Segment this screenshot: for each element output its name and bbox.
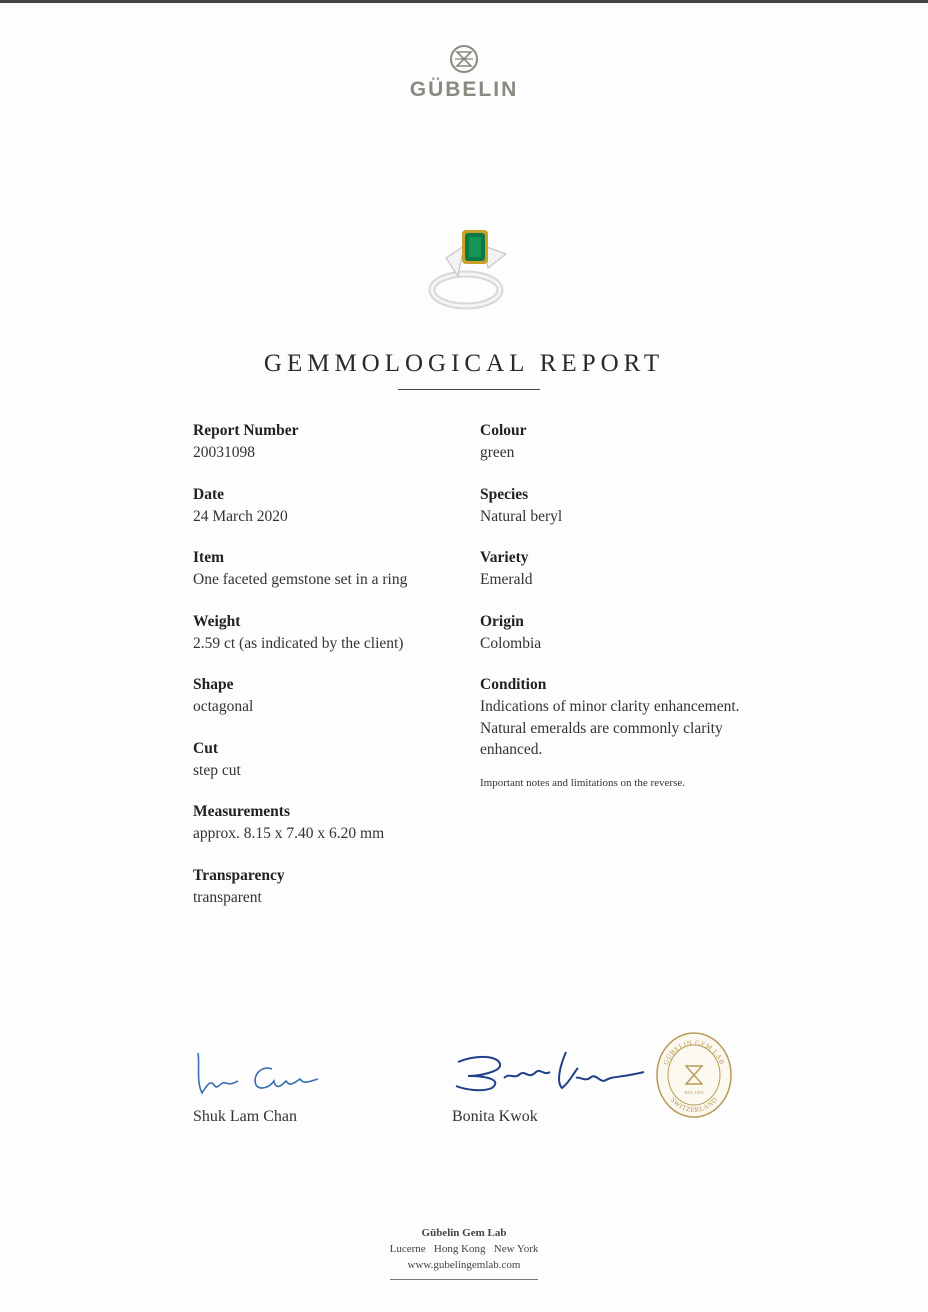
brand-logo xyxy=(0,44,928,102)
field-value: transparent xyxy=(193,888,262,906)
field-value: 24 March 2020 xyxy=(193,507,288,525)
footer xyxy=(0,1225,928,1273)
emerald-ring-image xyxy=(418,220,518,312)
field-label: Colour xyxy=(480,422,527,439)
field-value: Indications of minor clarity enhancement. xyxy=(480,698,740,715)
field-label: Measurements xyxy=(193,803,290,820)
field-value: step cut xyxy=(193,761,241,779)
footer-website: www.gubelingemlab.com xyxy=(407,1259,521,1271)
signatory-name: Shuk Lam Chan xyxy=(193,1108,297,1125)
signature-shuk-lam-chan xyxy=(190,1045,330,1103)
field-label: Item xyxy=(193,549,224,566)
title-underline xyxy=(398,389,540,390)
field-value: Colombia xyxy=(480,634,542,652)
field-value: 2.59 ct (as indicated by the client) xyxy=(193,634,404,652)
field-label: Cut xyxy=(193,739,218,757)
field-measurements xyxy=(193,801,463,845)
field-origin xyxy=(480,611,740,655)
field-label: Date xyxy=(193,485,224,503)
footer-locations: Lucerne Hong Kong New York xyxy=(389,1243,539,1255)
field-date xyxy=(193,484,463,528)
footer-lab-name: Gübelin Gem Lab xyxy=(421,1227,507,1239)
brand-name: GÜBELIN xyxy=(409,78,519,101)
field-label: Shape xyxy=(193,676,234,693)
field-value: Emerald xyxy=(480,571,533,588)
field-label: Variety xyxy=(480,549,529,566)
reverse-notes: Important notes and limitations on the reverse. xyxy=(480,776,685,789)
report-title: GEMMOLOGICAL REPORT xyxy=(263,350,665,377)
right-details-column xyxy=(480,420,740,790)
field-value: approx. 8.15 x 7.40 x 6.20 mm xyxy=(193,825,385,842)
field-label: Species xyxy=(480,485,529,503)
field-value: One faceted gemstone set in a ring xyxy=(193,571,408,588)
field-item xyxy=(193,547,463,591)
field-label: Origin xyxy=(480,612,524,630)
field-cut xyxy=(193,738,463,782)
svg-text:SWITZERLAND: SWITZERLAND xyxy=(668,1095,720,1115)
footer-underline xyxy=(390,1279,538,1280)
top-border-rule xyxy=(0,0,928,3)
svg-text:EST. 1923: EST. 1923 xyxy=(684,1090,704,1095)
hourglass-logo-icon xyxy=(449,44,479,74)
gubelin-gem-lab-seal-icon xyxy=(654,1030,734,1120)
field-value-extra: Natural emeralds are commonly clarity enhanced. xyxy=(480,719,723,758)
field-report-number xyxy=(193,420,463,464)
signatory-name: Bonita Kwok xyxy=(452,1108,538,1125)
svg-text:GÜBELIN GEM LAB: GÜBELIN GEM LAB xyxy=(661,1038,727,1067)
field-shape xyxy=(193,674,463,718)
signature-bonita-kwok xyxy=(448,1042,648,1100)
field-condition xyxy=(480,674,740,761)
field-label: Condition xyxy=(480,676,547,693)
field-species xyxy=(480,484,740,528)
field-value: 20031098 xyxy=(193,444,255,461)
field-label: Report Number xyxy=(193,422,299,439)
field-value: octagonal xyxy=(193,698,254,715)
field-variety xyxy=(480,547,740,591)
field-colour xyxy=(480,420,740,464)
field-label: Weight xyxy=(193,612,241,630)
left-details-column xyxy=(193,420,463,908)
field-weight xyxy=(193,611,463,655)
field-label: Transparency xyxy=(193,866,285,884)
field-value: Natural beryl xyxy=(480,507,563,525)
field-transparency xyxy=(193,865,463,909)
field-value: green xyxy=(480,444,515,461)
